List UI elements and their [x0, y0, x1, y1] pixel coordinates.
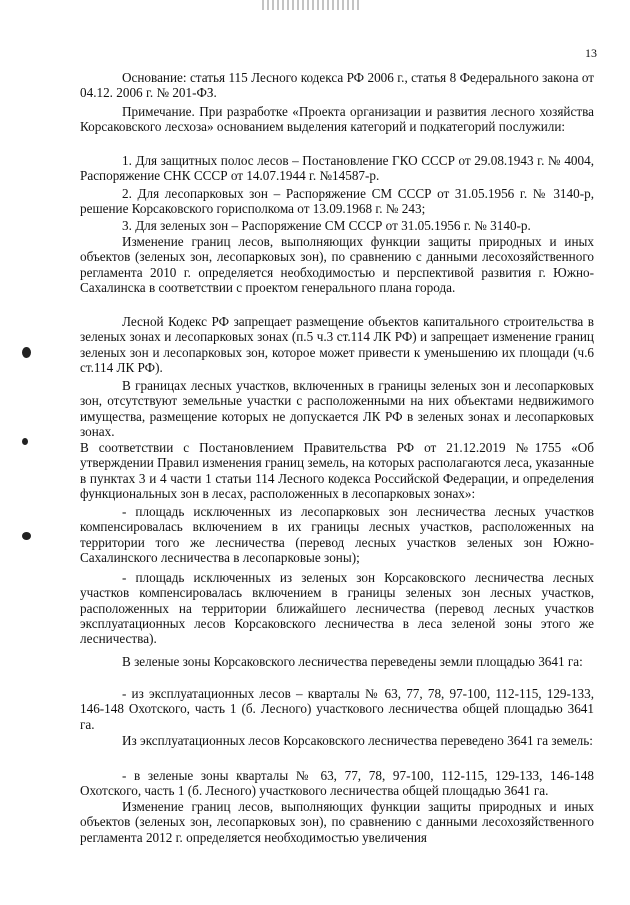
scan-artifact [262, 0, 362, 10]
paragraph-boundary-change-2012: Изменение границ лесов, выполняющих функции защиты природных и иных объектов (зеленых зон, лесопарковых зон), по сравнению с данными лесохозяйственного регламента 2012 г. определяется необходимостью увеличения [80, 799, 594, 845]
paragraph-note: Примечание. При разработке «Проекта организации и развития лесного хозяйства Корсаковского лесхоза» основанием выделения категорий и подкатегорий послужили: [80, 104, 594, 135]
punch-hole-mark [22, 532, 31, 540]
list-item-dash-4: - в зеленые зоны кварталы № 63, 77, 78, 97-100, 112-115, 129-133, 146-148 Охотского, часть 1 (б. Лесного) участкового лесничества общей площадью 3641 га. [80, 768, 594, 799]
list-item-2: 2. Для лесопарковых зон – Распоряжение СМ СССР от 31.05.1956 г. № 3140-р, решение Корсаковского горисполкома от 13.09.1968 г. № 243; [80, 186, 594, 217]
list-item-3: 3. Для зеленых зон – Распоряжение СМ СССР от 31.05.1956 г. № 3140-р. [122, 218, 531, 233]
paragraph-land-plots: В границах лесных участков, включенных в границы зеленых зон и лесопарковых зон, отсутствуют земельные участки с расположенными на них объектами недвижимого имущества, размещение которых не допускается ЛК РФ в зеленых зонах и лесопарковых зонах. [80, 378, 594, 439]
list-item-1: 1. Для защитных полос лесов – Постановление ГКО СССР от 29.08.1943 г. № 4004, Распоряжение СНК СССР от 14.07.1944 г. №14587-р. [80, 153, 594, 184]
paragraph-resolution: В соответствии с Постановлением Правительства РФ от 21.12.2019 №1755 «Об утверждении Правил изменения границ земель, на которых располагаются леса, указанные в пунктах 3 и 4 части 1 статьи 114 Лесного кодекса Российской Федерации, и определения функциональных зон в лесах, расположенных в лесопарковых зонах»: [80, 440, 594, 501]
paragraph-forest-code: Лесной Кодекс РФ запрещает размещение объектов капитального строительства в зеленых зонах и лесопарковых зонах (п.5 ч.3 ст.114 ЛК РФ) и запрещает изменение границ зеленых зон и лесопарковых зон, которое может привести к уменьшению их площади (ч.6 ст.114 ЛК РФ). [80, 314, 594, 375]
paragraph-exploitation: Из эксплуатационных лесов Корсаковского лесничества переведено 3641 га земель: [122, 733, 593, 748]
list-item-dash-3: - из эксплуатационных лесов – кварталы № 63, 77, 78, 97-100, 112-115, 129-133, 146-148 Охотского, часть 1 (б. Лесного) участкового лесничества общей площадью 3641 га. [80, 686, 594, 732]
list-item-dash-2: - площадь исключенных из зеленых зон Корсаковского лесничества лесных участков компенсировалась включением в границы зеленых зон лесных участков, расположенных на территории ближайшего лесничества (перевод лесных участков эксплуатационных лесов Корсаковского лесничества в леса зеленой зоны этого же лесничества). [80, 570, 594, 647]
paragraph-transferred: В зеленые зоны Корсаковского лесничества переведены земли площадью 3641 га: [122, 654, 583, 669]
punch-hole-mark [22, 438, 28, 445]
paragraph-basis: Основание: статья 115 Лесного кодекса РФ 2006 г., статья 8 Федерального закона от 04.12. 2006 г. № 201-ФЗ. [80, 70, 594, 101]
punch-hole-mark [22, 347, 31, 358]
paragraph-boundary-change: Изменение границ лесов, выполняющих функции защиты природных и иных объектов (зеленых зон, лесопарковых зон), по сравнению с данными лесохозяйственного регламента 2010 г. определяется необходимостью и перспективой развития г. Южно-Сахалинска в соответствии с проектом генерального плана города. [80, 234, 594, 295]
page-number: 13 [585, 46, 597, 60]
list-item-dash-1: - площадь исключенных из лесопарковых зон лесничества лесных участков компенсировалась включением в их границы лесных участков, расположенных на территории того же лесничества (перевод лесных участков зеленых зон Южно-Сахалинского лесничества в лесопарковые зоны); [80, 504, 594, 565]
